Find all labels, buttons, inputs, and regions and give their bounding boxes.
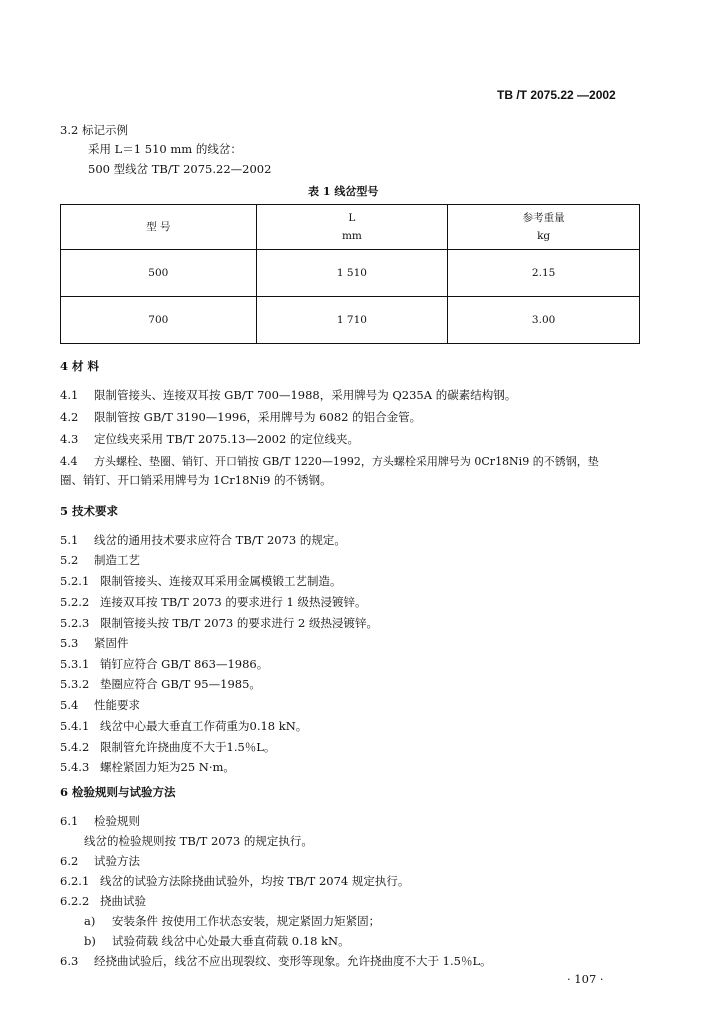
clause: 5.2.1 限制管接头、连接双耳采用金属模锻工艺制造。 (60, 574, 342, 588)
clause: 6.2 试验方法 (60, 854, 140, 868)
section-6-heading: 6 检验规则与试验方法 (60, 785, 176, 799)
header-weight: 参考重量 kg (448, 205, 640, 250)
clause: 5.1 线岔的通用技术要求应符合 TB/T 2073 的规定。 (60, 533, 346, 547)
marking-example-line: 采用 L＝1 510 mm 的线岔： (88, 142, 242, 156)
section-4-heading: 4 材 料 (60, 359, 100, 373)
clause: 5.4 性能要求 (60, 698, 140, 712)
document-id: TB /T 2075.22 —2002 (497, 88, 616, 102)
clause: 6.1 检验规则 (60, 814, 140, 828)
clause: 5.3 紧固件 (60, 636, 129, 650)
section-5-heading: 5 技术要求 (60, 504, 119, 518)
page-number: · 107 · (567, 972, 604, 986)
list-item: b) 试验荷载 线岔中心处最大垂直荷载 0.18 kN。 (84, 934, 350, 948)
clause: 5.2.2 连接双耳按 TB/T 2073 的要求进行 1 级热浸镀锌。 (60, 595, 367, 609)
clause: 4.4 方头螺栓、垫圈、销钉、开口销按 GB/T 1220—1992，方头螺栓采用牌号为 0Cr18Ni9 的不锈钢，垫 (60, 455, 599, 468)
marking-example-value: 500 型线岔 TB/T 2075.22—2002 (88, 162, 272, 176)
header-length: L mm (256, 205, 448, 250)
list-item: a) 安装条件 按使用工作状态安装，规定紧固力矩紧固； (84, 914, 381, 928)
clause: 6.3 经挠曲试验后，线岔不应出现裂纹、变形等现象。允许挠曲度不大于 1.5％L。 (60, 954, 492, 968)
clause: 5.3.1 销钉应符合 GB/T 863—1986。 (60, 657, 269, 671)
table-cell: 1 510 (256, 250, 448, 297)
clause: 5.4.2 限制管允许挠曲度不大于1.5％L。 (60, 740, 276, 754)
clause: 4.1 限制管接头、连接双耳按 GB/T 700—1988，采用牌号为 Q235A 的碳素结构钢。 (60, 388, 517, 402)
header-model: 型 号 (61, 205, 257, 250)
table-header-row (61, 205, 640, 250)
model-table (60, 204, 640, 344)
clause: 4.3 定位线夹采用 TB/T 2075.13—2002 的定位线夹。 (60, 432, 359, 446)
table-caption: 表 1 线岔型号 (308, 185, 379, 198)
clause: 6.2.2 挠曲试验 (60, 894, 146, 908)
clause: 5.2.3 限制管接头按 TB/T 2073 的要求进行 2 级热浸镀锌。 (60, 616, 379, 630)
table-cell: 500 (61, 250, 257, 297)
clause: 5.4.1 线岔中心最大垂直工作荷重为0.18 kN。 (60, 719, 308, 733)
clause-body: 线岔的检验规则按 TB/T 2073 的规定执行。 (84, 834, 313, 848)
clause: 5.4.3 螺栓紧固力矩为25 N·m。 (60, 760, 235, 774)
clause-continuation: 圈、销钉、开口销采用牌号为 1Cr18Ni9 的不锈钢。 (60, 473, 332, 487)
table-cell: 2.15 (448, 250, 640, 297)
clause: 5.3.2 垫圈应符合 GB/T 95—1985。 (60, 677, 261, 691)
clause: 4.2 限制管按 GB/T 3190—1996，采用牌号为 6082 的铝合金管。 (60, 410, 422, 424)
section-3-2-heading: 3.2 标记示例 (60, 123, 128, 137)
table-row (61, 250, 640, 297)
table-cell: 700 (61, 297, 257, 344)
clause: 5.2 制造工艺 (60, 553, 140, 567)
clause: 6.2.1 线岔的试验方法除挠曲试验外，均按 TB/T 2074 规定执行。 (60, 874, 410, 888)
table-row (61, 297, 640, 344)
table-cell: 3.00 (448, 297, 640, 344)
table-cell: 1 710 (256, 297, 448, 344)
